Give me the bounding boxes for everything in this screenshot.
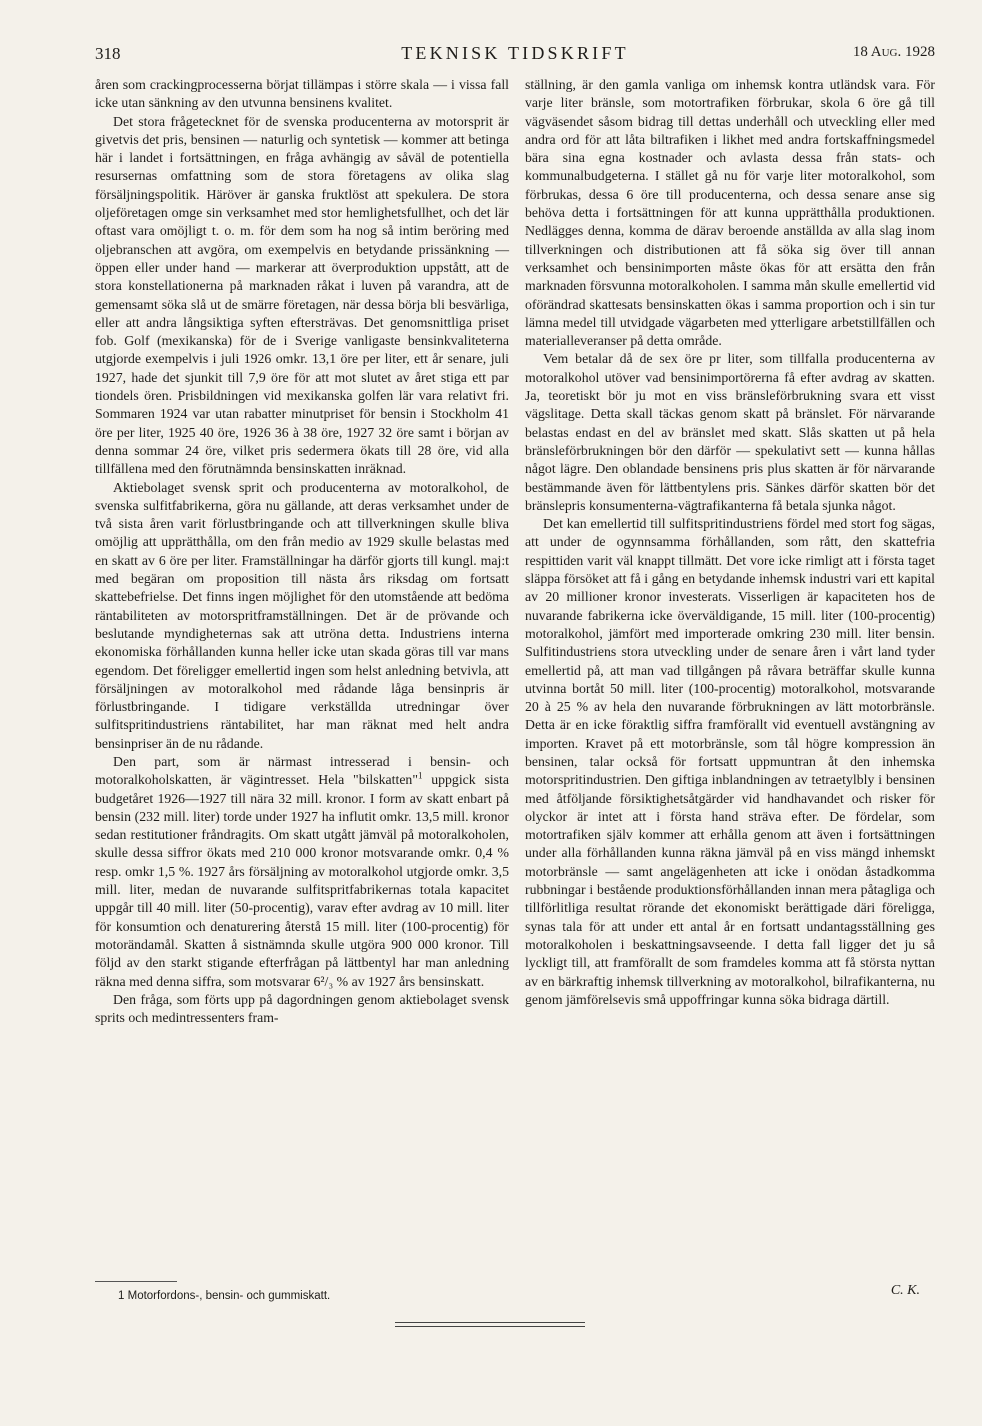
footnote-text: Motorfordons-, bensin- och gummiskatt. [127, 1290, 331, 1302]
footnote-reference: 1 [417, 770, 423, 781]
footnote [118, 1290, 330, 1302]
issue-date: 18 Aug. 1928 [852, 44, 935, 60]
paragraph: åren som crackingprocesserna börjat tillämpas i större skala — i vissa fall icke utan sänkning av den utvunna bensinens kvalitet. [95, 77, 509, 111]
paragraph-text: Den part, som är närmast intresserad i bensin- och motoralkoholskatten, är vägintresset. Hela "bilskatten" [95, 753, 509, 788]
author-signature: C. K. [890, 1283, 920, 1298]
page-header [95, 40, 935, 68]
paragraph [95, 753, 509, 991]
end-divider [395, 1326, 585, 1327]
paragraph: Den fråga, som förts upp på dagordningen genom aktiebolaget svensk sprits och medintressenters fram- [95, 991, 509, 1026]
paragraph: Det kan emellertid till sulfitspritindustriens fördel med stort fog sägas, att under de ogynnsamma förhållanden, som rått, den skattefria respittiden varit väl knappt tillmätt. Det vore icke rimligt att i första taget släppa försöket att få i gång en betydande inhemsk industri vari ett kapital av 20 millioner kronor investerats. Visserligen är kapaciteten hos de nuvarande fabrikerna icke överväldigande, 15 mill. liter (100-procentig) motoralkohol, jämfört med importerade omkring 230 mill. liter bensin. Sulfitindustriens stora utveckling under de senare åren i vårt land tyder emellertid på, att man vad tillgången på råvara beträffar skulle kunna utvinna bortåt 50 mill. liter (100-procentig) motoralkohol, motsvarande 20 à 25 % av hela den nuvarande förbrukningen av lätt motorbränsle. Detta är en icke föraktlig siffra framförallt vid eventuell avstängning av importen. Kravet på ett motorbränsle, som tål högre kompression än bensinen, talar också för fortsatt uppmuntran åt den inhemska motorspritindustrien. Den giftiga inblandningen av tetraetylbly i bensinen med åtföljande försiktighetsåtgärder vid handhavandet och risker för olyckor är intet att i första hand sträva efter. De fördelar, som motortrafiken själv kommer att erhålla genom att även i fortsättningen under alla förhållanden kunna räkna jämväl på en viss mängd inhemskt motorbränsle — samt angelägenheten att icke i onödan åstadkomma rubbningar i bestående produktionsförhållanden innan mera påtagliga och tillförlitliga resultat rörande det ekonomiskt berättigade däri föreligga, synas tala för att under ett antal år en fortsatt undantagsställning ges motoralkoholen i beskattningsavseende. I detta fall ligger det ju så lyckligt till, att framförallt de som framdeles komma att få största nyttan av en bärkraftig inhemsk tillverkning av motoralkohol, bilrafikanterna, nu genom jämförelsevis små uppoffringar kunna söka bidraga därtill. [525, 516, 935, 1007]
left-column [95, 76, 509, 1027]
paragraph: Det stora frågetecknet för de svenska producenterna av motorsprit är givetvis det pris, bensinen — naturlig och syntetisk — kommer att betinga här i landet i fortsättningen, en fråga avhängig av såväl de potentiella resursernas omfattning som de stora företagens av olika slag försäljningspolitik. Häröver är ganska fruktlöst att spekulera. De stora oljeföretagen omge sin verksamhet med stor hemlighetsfullhet, och det lär oftast vara omöjligt t. o. m. för dem som ha nog så intim beröring med oljebranschen att avgöra, om exempelvis en betydande prissänkning — öppen eller under hand — markerar att överproduktion uppstått, att de stora konstellationerna på marknaden råkat i luven på varandra, att de gemensamt söka slå ut de smärre företagen, när dessa börja bli besvärliga, eller att andra långsiktiga syften eftersträvas. Det genomsnittliga priset fob. Golf (mexikanska) för de i Sverige vanligaste bensinkvaliteterna utgjorde exempelvis i juli 1926 omkr. 13,1 öre per liter, ett år senare, juli 1927, hade det sjunkit till 7,9 öre för att mot slutet av året stiga ett par tiondels ören. Prisbildningen vid mexikanska golfen lär vara relativt fri. Sommaren 1924 var utan rabatter minutpriset för bensin i Stockholm 41 öre per liter, 1925 40 öre, 1926 36 à 38 öre, 1927 32 öre samt i början av denna sommar 24 öre, vilket pris sedermera ökats till 28 öre, vid alla tillfällena med den förutnämnda bensinskatten inräknad. [95, 113, 509, 477]
page-number: 318 [95, 44, 121, 63]
footnote-marker: 1 [118, 1290, 125, 1302]
journal-title: TEKNISK TIDSKRIFT [401, 43, 629, 63]
footnote-divider [95, 1281, 177, 1282]
paragraph-text: uppgick sista budgetåret 1926—1927 till nära 32 mill. kronor. I form av skatt enbart på bensin (232 mill. liter) torde under 1927 ha influtit omkr. 13,5 mill. kronor sedan restitutioner fråndragits. Om skatt utgått jämväl på motoralkoholen, skulle dessa siffror ökats med 210 000 kronor motsvarande omkr. 0,4 % resp. omkr 1,5 %. 1927 års försäljning av motoralkohol utgjorde omkr. 3,5 mill. liter, medan de nuvarande sulfitspritfabrikernas totala kapacitet uppgår till 40 mill. liter (50-procentig), varav efter avdrag av 10 mill. liter för konsumtion och denaturering återstå 15 mill. liter (100-procentig) för motorändamål. Skatten å sistnämnda skulle utgöra 900 000 kronor. Till följd av den starkt stigande efterfrågan på lättbentyl har man anledning räkna med denna siffra, som motsvarar 6²/₃ % av 1927 års bensinskatt. [95, 772, 509, 989]
paragraph: Aktiebolaget svensk sprit och producenterna av motoralkohol, de svenska sulfitfabrikerna, göra nu gällande, att deras verksamhet under de två sista åren varit förlustbringande och att tillverkningen skulle bliva omöjlig att upprätthålla, om den från medio av 1929 skulle belastas med en skatt av 6 öre per liter. Framställningar ha därför gjorts till kungl. maj:t med begäran om proposition till nästa års riksdag om fortsatt skattebefrielse. Det finns ingen möjlighet för den utomstående att bedöma räntabiliteten av motorspritframställningen. Det är de prövande och beslutande myndigheternas sak att utröna detta. Industriens interna ekonomiska förhållanden kunna heller icke utan skada göras till var mans egendom. Det föreligger emellertid ingen som helst anledning betvivla, att försäljningen av motoralkohol med rådande låga bensinpris är förlustbringande. I tidigare verkställda utredningar över sulfitspritindustriens räntabilitet, har man räknat med helt andra bensinpriser än de nu rådande. [95, 479, 509, 751]
paragraph: ställning, är den gamla vanliga om inhemsk kontra utländsk vara. För varje liter bränsle, som motortrafiken förbrukar, skola 6 öre gå till vägväsendet såsom bidrag till dettas underhåll och utveckling eller med andra ord för att låta biltrafiken i likhet med andra fortskaffningsmedel bära sina egna kostnader och avlasta dessa från stats- och kommunalbudgeterna. I stället gå nu för varje liter motoralkohol, som förbrukas, dessa 6 öre till producenterna, och dessa senare anse sig behöva detta i fortsättningen för att kunna upprätthålla produktionen. Nedlägges denna, komma de därav beroende anställda av alla slag inom tillverkningen och distributionen att få söka sig över till annan verksamhet och bensinimporten måste ökas för att ersätta den från marknaden försvunna motoralkoholen. I samma mån skulle emellertid vid oförändrad skattesats bensinskatten ökas i samma proportion och i sin tur lämna medel till utvidgade vägarbeten med ytterligare arbetstillfällen och materialleveranser på detta område. [525, 77, 935, 349]
paragraph: Vem betalar då de sex öre pr liter, som tillfalla producenterna av motoralkohol utöver vad bensinimportörerna få efter avdrag av skatten. Ja, teoretiskt bör ju mot en viss bränsleförbrukning svara ett visst vägslitage. Detta skall täckas genom skatt på bränslet. För närvarande belastas endast en del av bränslet med skatt. Slås skatten ut på hela bränsleförbrukningen bör den därför — spekulativt sett — kunna hållas något lägre. Den oblandade bensinens pris plus skatten är för närvarande bestämmande även för lättbentylens pris. Sänkes därför skatten bör det bränslepris konsumenterna-vägtrafikanterna få betala sjunka något. [525, 351, 935, 513]
end-divider [395, 1322, 585, 1323]
right-column [525, 76, 935, 1009]
